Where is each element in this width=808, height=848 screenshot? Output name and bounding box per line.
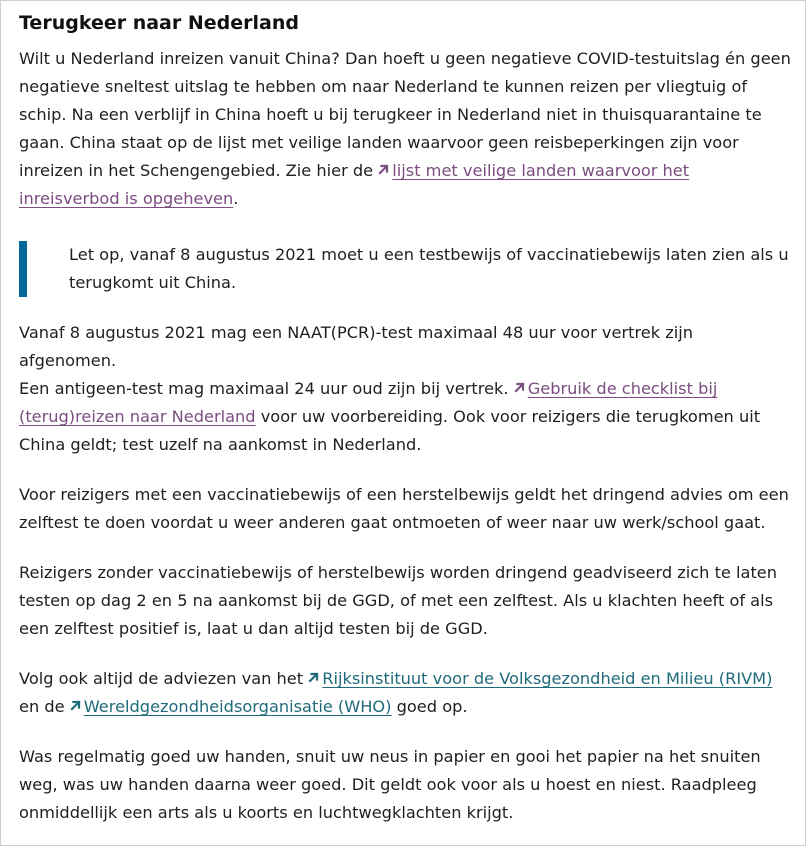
intro-suffix: . [233,189,239,208]
safe-countries-link-label: lijst met veilige landen waarvoor het inreisverbod is opgeheven [19,161,690,208]
who-link-label: Wereldgezondheidsorganisatie (WHO) [83,697,392,716]
hygiene-paragraph: Was regelmatig goed uw handen, snuit uw neus in papier en gooi het papier na het snuiten weg, was uw handen daarna weer goed. Dit geldt ook voor als u hoest en niest. Raadpleeg onmiddellijk een arts als u koorts en luchtwegklachten krijgt. [19,747,761,822]
antigen-test-info: Een antigeen-test mag maximaal 24 uur oud zijn bij vertrek. [19,379,514,398]
rivm-link-label: Rijksinstituut voor de Volksgezondheid en Milieu (RIVM) [322,669,773,688]
page-title: Terugkeer naar Nederland [19,12,299,34]
external-arrow-icon [308,672,319,683]
notice-callout [19,241,791,297]
test-info-paragraph [19,319,791,459]
article [19,9,791,827]
callout-text: Let op, vanaf 8 augustus 2021 moet u een testbewijs of vaccinatiebewijs laten zien als u terugkomt uit China. [69,245,789,292]
external-arrow-icon [70,700,81,711]
who-link[interactable] [70,697,392,716]
intro-paragraph [19,45,791,213]
intro-text: Wilt u Nederland inreizen vanuit China? Dan hoeft u geen negatieve COVID-testuitslag én geen negatieve sneltest uitslag te hebben om naar Nederland te kunnen reizen per vliegtuig of schip. Na een verblijf in China hoeft u bij terugkeer in Nederland niet in thuisquarantaine te gaan. China staat op de lijst met veilige landen waarvoor geen reisbeperkingen zijn voor inreizen in het Schengengebied. Zie hier de [19,49,791,180]
advice-middle: en de [19,697,70,716]
vaccinated-advice-paragraph: Voor reizigers met een vaccinatiebewijs of een herstelbewijs geldt het dringend advies om een zelftest te doen voordat u weer anderen gaat ontmoeten of weer naar uw werk/school gaat. [19,485,789,532]
checklist-link-label: Gebruik de checklist bij (terug)reizen naar Nederland [19,379,718,426]
rivm-link[interactable] [308,669,772,688]
unvaccinated-advice-paragraph: Reizigers zonder vaccinatiebewijs of herstelbewijs worden dringend geadviseerd zich te laten testen op dag 2 en 5 na aankomst bij de GGD, of met een zelftest. Als u klachten heeft of als een zelftest positief is, laat u dan altijd testen bij de GGD. [19,563,778,638]
naat-test-info: Vanaf 8 augustus 2021 mag een NAAT(PCR)-test maximaal 48 uur voor vertrek zijn afgenomen. [19,323,694,370]
advice-suffix: goed op. [391,697,468,716]
advice-prefix: Volg ook altijd de adviezen van het [19,669,309,688]
external-arrow-icon [514,382,525,393]
checklist-suffix: voor uw voorbereiding. Ook voor reizigers die terugkomen uit China geldt; test uzelf na aankomst in Nederland. [19,407,761,454]
callout-accent-bar [19,241,27,297]
health-advice-paragraph [19,665,791,721]
external-arrow-icon [378,164,389,175]
